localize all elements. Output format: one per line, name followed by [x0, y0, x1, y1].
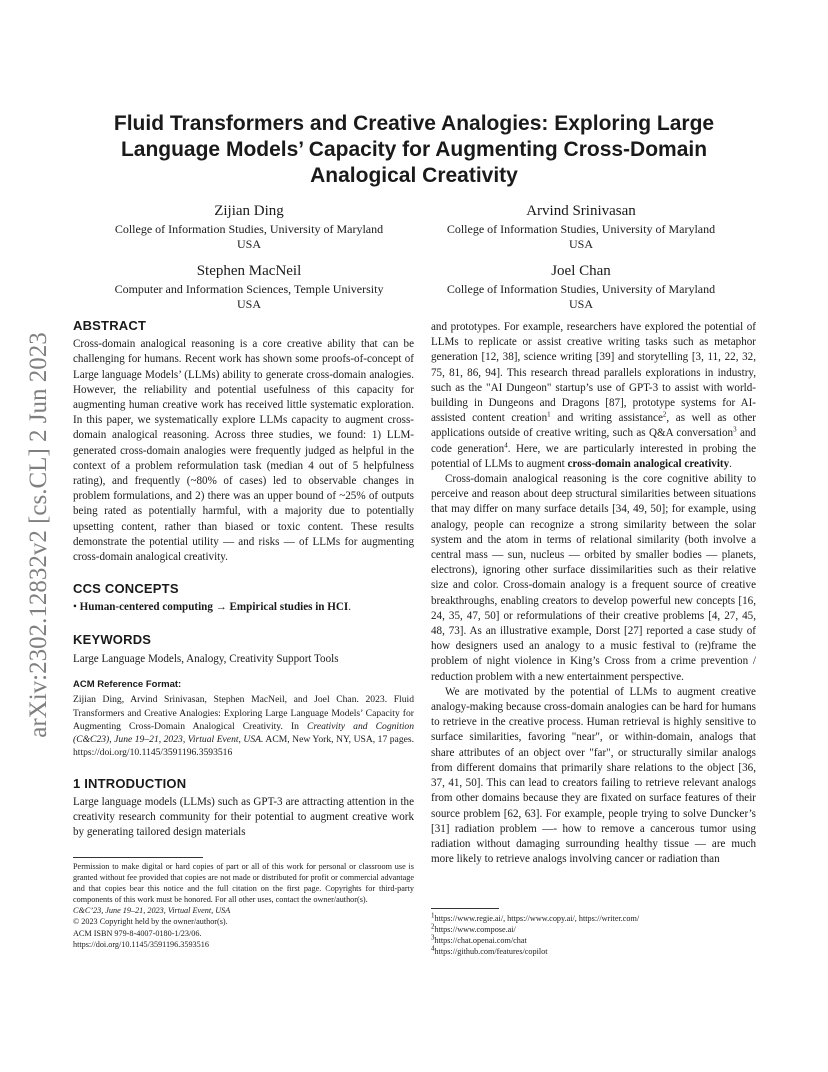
- intro-text: , as well as other applications outside of creative writing, such as Q&A conversation: [431, 412, 756, 440]
- footnote-text: https://www.compose.ai/: [434, 925, 516, 935]
- doi-line: https://doi.org/10.1145/3591196.3593516: [73, 939, 209, 949]
- intro-emphasis: cross-domain analogical creativity: [567, 457, 730, 470]
- author-block: [410, 202, 752, 252]
- footnote-mark: 2: [662, 410, 667, 419]
- ccs-heading: CCS CONCEPTS: [73, 581, 179, 597]
- footnote: [431, 935, 756, 946]
- footnote-mark: 2: [431, 922, 435, 931]
- footnote-mark: 1: [431, 911, 435, 920]
- author-affiliation: Computer and Information Sciences, Temple University: [114, 282, 384, 296]
- footnote-mark: 4: [504, 440, 508, 449]
- isbn-line: ACM ISBN 979-8-4007-0180-1/23/06.: [73, 928, 202, 938]
- right-column: [431, 320, 756, 867]
- title-line: Fluid Transformers and Creative Analogies: Exploring Large: [113, 112, 715, 135]
- footnote-text: https://chat.openai.com/chat: [434, 936, 527, 946]
- author-name: Zijian Ding: [214, 203, 284, 219]
- ccs-bullet: •: [73, 601, 77, 614]
- footnote-text: https://github.com/features/copilot: [434, 947, 548, 957]
- author-affiliation: College of Information Studies, University of Maryland: [114, 222, 384, 236]
- keywords-text: Large Language Models, Analogy, Creativity Support Tools: [73, 652, 339, 665]
- acm-ref-heading: ACM Reference Format:: [73, 679, 182, 691]
- intro-paragraph: Large language models (LLMs) such as GPT-3 are attracting attention in the creativity research community for their potential to augment creative work by generating tailored design materials: [73, 795, 414, 839]
- footnote-mark: 3: [431, 933, 435, 942]
- arxiv-identifier: arXiv:2302.12832v2 [cs.CL] 2 Jun 2023: [25, 332, 52, 738]
- ccs-concept: Human-centered computing → Empirical studies in HCI: [79, 601, 349, 614]
- arxiv-stamp: [18, 300, 60, 770]
- abstract-heading: ABSTRACT: [73, 318, 147, 333]
- permission-text: Permission to make digital or hard copies of part or all of this work for personal or classroom use is granted without fee provided that copies are not made or distributed for profit or commercial advantage and that copies bear this notice and the full citation on the first page. Copyrights for third-party components of this work must be honored. For all other uses, contact the owner/author(s).: [73, 862, 414, 905]
- footnote: [431, 946, 756, 957]
- footnote: [431, 924, 756, 935]
- ccs-text: [73, 600, 414, 615]
- author-name: Arvind Srinivasan: [526, 203, 636, 219]
- author-country: USA: [236, 237, 261, 251]
- acm-ref-text: Zijian Ding, Arvind Srinivasan, Stephen MacNeil, and Joel Chan. 2023. Fluid Transformers and Creative Analogies: Exploring Large Language Models’ Capacity for Augmenting Cross-Domain Analogical Creativity. In: [73, 694, 414, 732]
- author-affiliation: College of Information Studies, University of Maryland: [446, 282, 716, 296]
- footnote-mark: 3: [733, 425, 737, 434]
- left-column: [73, 318, 414, 841]
- author-block: [410, 262, 752, 312]
- author-affiliation: College of Information Studies, University of Maryland: [446, 222, 716, 236]
- author-block: [72, 202, 426, 252]
- title-line: Analogical Creativity: [310, 164, 518, 187]
- author-block: [72, 262, 426, 312]
- intro-text: and prototypes. For example, researchers have explored the potential of LLMs to replicate or assist creative writing tasks such as metaphor generation [12, 38], science writing [39] and storytelling [3, 11, 22, 32, 75, 81, 86, 94]. This research thread parallels explorations in industry, such as the "AI Dungeon" startup’s use of GPT-3 to assist with world-building in Dungeons and Dragons [87], prototype systems for AI-assisted content creation: [431, 321, 756, 425]
- permission-block: [73, 857, 414, 950]
- acm-reference: [73, 693, 414, 759]
- intro-paragraph-3: We are motivated by the potential of LLMs to augment creative analogy-making because cross-domain analogies can be hard for humans to retrieve in the creative process. Human retrieval is highly sensitive to surface similarities, favoring "near", or within-domain, analogs that share attributes of an object over "far", or structurally similar analogs from different domains that primarily share relations to the object [36, 37, 41, 50]. This can lead to creators failing to retrieve relevant analogs from other domains because they are fixated on surface features of their source problem [62, 63]. For example, people trying to solve Duncker’s [31] radiation problem —- how to remove a cancerous tumor using radiation without damaging surrounding healthy tissue — are much more likely to retrieve analogs involving cancer or radiation than: [431, 685, 756, 866]
- footnotes: [431, 908, 756, 957]
- abstract-text: Cross-domain analogical reasoning is a core creative ability that can be challenging for humans. Recent work has shown some proofs-of-concept of Large language Models’ (LLMs) ability to generate cross-domain analogies. However, the reliability and potential usefulness of this capacity for augmenting human creative work has received little systematic exploration. In this paper, we systematically explore LLMs capacity to augment cross-domain analogical reasoning. Across three studies, we found: 1) LLM-generated cross-domain analogies were frequently judged as helpful in the context of a problem reformulation task (median 4 out of 5 helpfulness rating), and frequently (~80% of cases) led to observable changes in problem formulations, and 2) there was an upper bound of ~25% of outputs being rated as potentially harmful, with a majority due to potentially upsetting content, rather than biased or toxic content. These results demonstrate the potential utility — and risks — of LLMs for augmenting cross-domain analogical creativity.: [73, 338, 414, 564]
- author-country: USA: [568, 237, 593, 251]
- ccs-period: .: [348, 601, 351, 614]
- intro-text: .: [729, 457, 732, 470]
- copyright-line: © 2023 Copyright held by the owner/author(s).: [73, 917, 228, 927]
- intro-text: . Here, we are particularly interested in probing the potential of LLMs to augment: [431, 442, 756, 470]
- venue-line: C&C’23, June 19–21, 2023, Virtual Event, USA: [73, 906, 231, 916]
- author-name: Stephen MacNeil: [196, 263, 302, 279]
- author-country: USA: [568, 297, 593, 311]
- footnote-text: https://www.regie.ai/, https://www.copy.ai/, https://writer.com/: [434, 914, 640, 923]
- intro-heading: 1 INTRODUCTION: [73, 775, 187, 791]
- paper-title: [70, 111, 758, 189]
- author-country: USA: [236, 297, 261, 311]
- footnote-mark: 4: [431, 944, 435, 953]
- acm-ref-doi: ACM, New York, NY, USA, 17 pages. https://doi.org/10.1145/3591196.3593516: [73, 734, 415, 759]
- footnote-mark: 1: [547, 410, 551, 419]
- author-name: Joel Chan: [551, 263, 611, 279]
- footnote-rule: [73, 857, 203, 858]
- keywords-heading: KEYWORDS: [73, 631, 152, 647]
- footnote: [431, 913, 756, 924]
- intro-paragraph-continued: [431, 320, 756, 472]
- intro-text: and code generation: [431, 427, 756, 455]
- acm-ref-venue: Creativity and Cognition (C&C23), June 19–21, 2023, Virtual Event, USA.: [73, 720, 414, 746]
- title-line: Language Models’ Capacity for Augmenting Cross-Domain: [120, 138, 708, 161]
- intro-paragraph-2: Cross-domain analogical reasoning is the core cognitive ability to perceive and reason about deep structural similarities between situations that may differ on many surface details [34, 49, 50]; for example, using analogy, people can recognize a strong similarity between the solar system and the atom in terms of relational similarity (both involve a central mass — sun, nucleus — orbited by smaller bodies — planets, electrons), ignoring other surface dissimilarities such as their relative size and color. Cross-domain analogy is a frequent source of creative breakthroughs, enabling creators to develop powerful new concepts [16, 24, 35, 47, 50] or reformulations of their creative problems [4, 27, 45, 48, 73]. As an illustrative example, Dorst [27] reported a case study of how designers used an analogy to a music festival to (re)frame the problem of night violence in King’s Cross from a crime prevention / reduction problem with a new entertainment perspective.: [431, 473, 756, 683]
- intro-text: and writing assistance: [550, 412, 663, 425]
- footnote-rule: [431, 908, 499, 909]
